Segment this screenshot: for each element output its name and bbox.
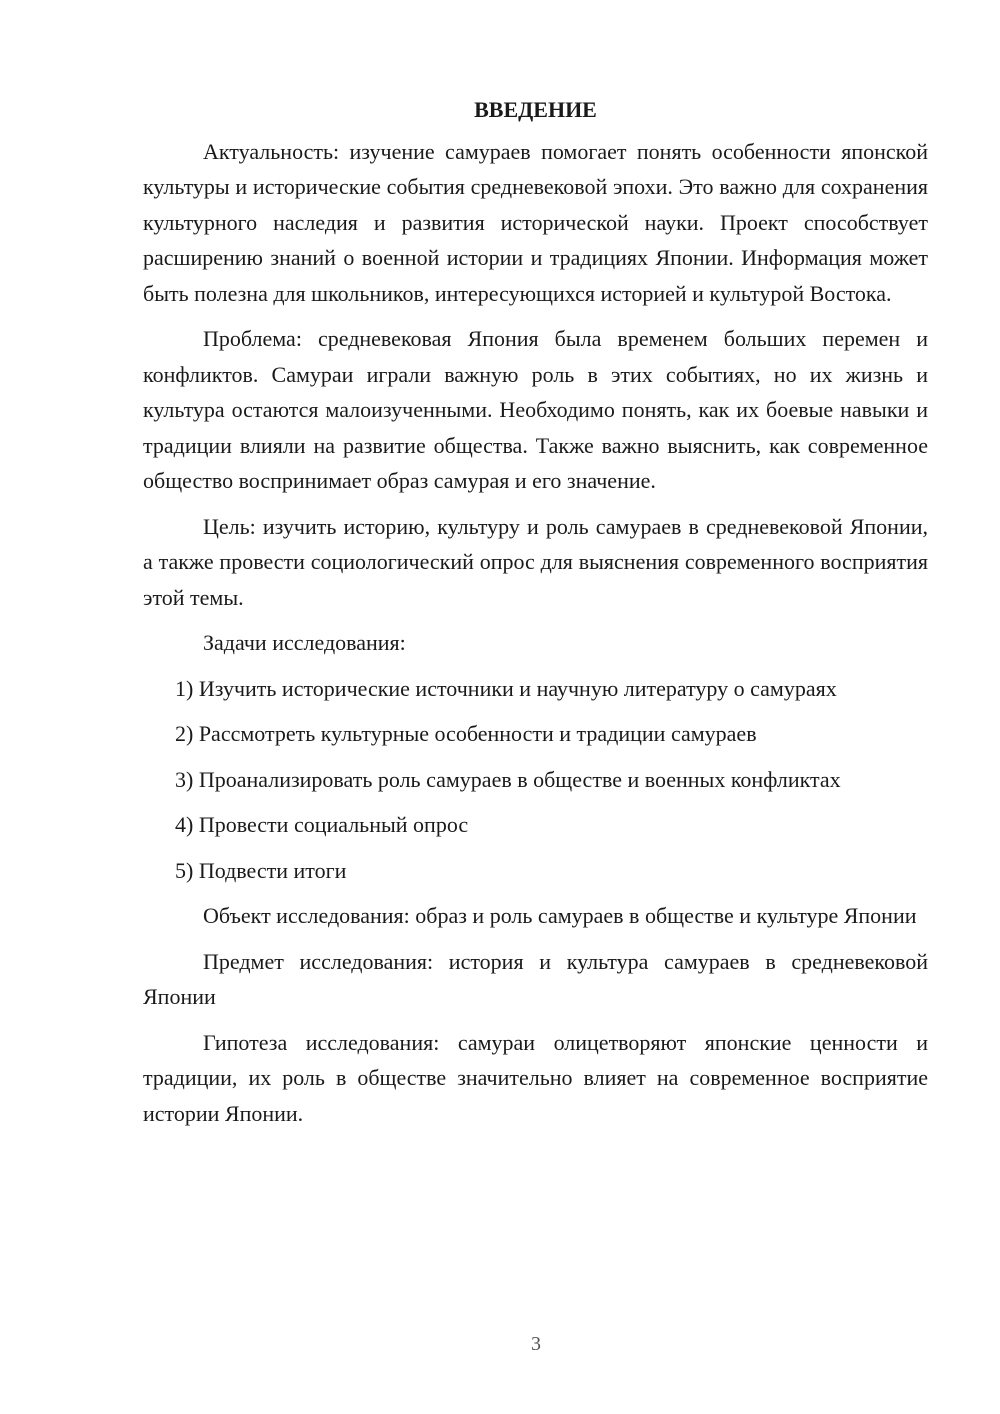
goal-paragraph: Цель: изучить историю, культуру и роль самураев в средневековой Японии, а также провести социологический опрос для выяснения современного восприятия этой темы.	[143, 513, 928, 610]
object-paragraph: Объект исследования: образ и роль самураев в обществе и культуре Японии	[203, 903, 917, 928]
task-item-4: 4) Провести социальный опрос	[175, 812, 469, 837]
page-number: 3	[531, 1333, 541, 1355]
task-item-1: 1) Изучить исторические источники и научную литературу о самураях	[175, 675, 837, 701]
relevance-paragraph: Актуальность: изучение самураев помогает понять особенности японской культуры и исторические события средневековой эпохи. Это важно для сохранения культурного наследия и развития исторической науки. Проект способствует расширению знаний о военной истории и традициях Японии. Информация может быть полезна для школьников, интересующихся историей и культурой Востока.	[143, 138, 928, 306]
task-item-5: 5) Подвести итоги	[175, 857, 347, 883]
tasks-heading: Задачи исследования:	[203, 630, 406, 655]
tasks-list	[143, 671, 928, 889]
section-title: ВВЕДЕНИЕ	[474, 97, 597, 122]
hypothesis-paragraph: Гипотеза исследования: самураи олицетворяют японские ценности и традиции, их роль в обществе значительно влияет на современное восприятие истории Японии.	[143, 1029, 928, 1126]
problem-paragraph: Проблема: средневековая Япония была временем больших перемен и конфликтов. Самураи играли важную роль в этих событиях, но их жизнь и культура остаются малоизученными. Необходимо понять, как их боевые навыки и традиции влияли на развитие общества. Также важно выяснить, как современное общество воспринимает образ самурая и его значение.	[143, 326, 928, 493]
task-item-2: 2) Рассмотреть культурные особенности и традиции самураев	[175, 721, 757, 746]
task-item-3: 3) Проанализировать роль самураев в обществе и военных конфликтах	[175, 766, 841, 792]
subject-paragraph: Предмет исследования: история и культура самураев в средневековой Японии	[143, 948, 928, 1009]
document-page	[143, 92, 928, 1141]
